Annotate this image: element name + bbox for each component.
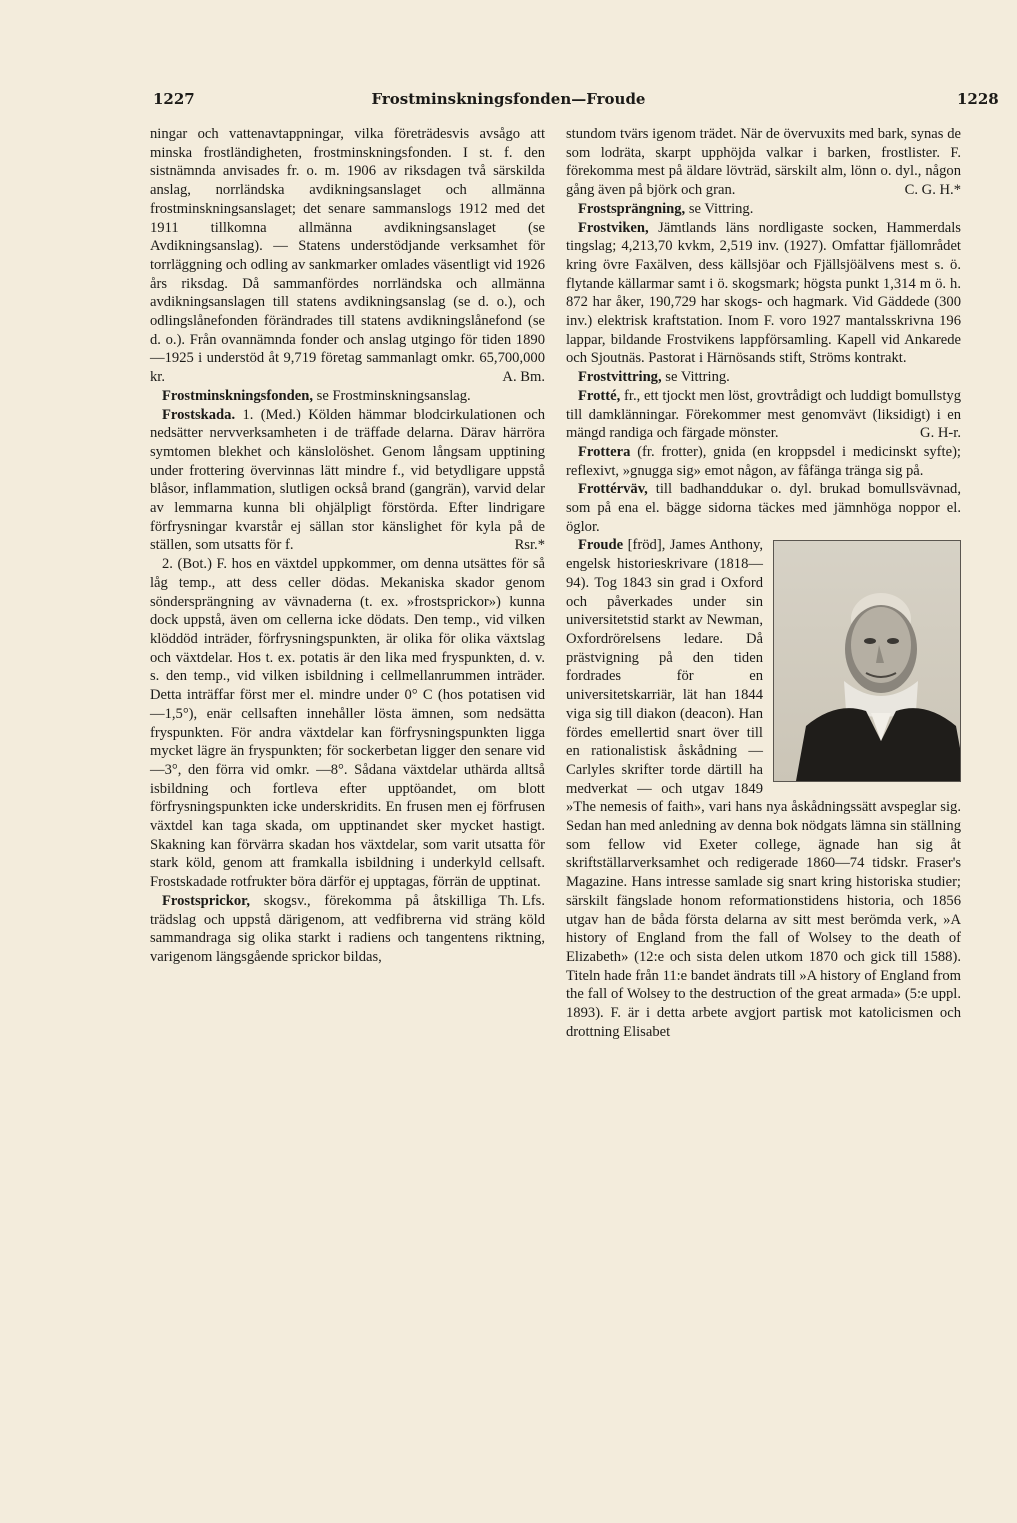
entry-text: ningar och vattenavtappningar, vilka företrädesvis avsågo att minska frostländigheten, frostminskningsfonden. I st. f. den sistnämnda anvisades fr. o. m. 1906 av riksdagen två särskilda anslag, norrländska avdikningsanslaget och allmänna frostminskningsanslaget; det senare sammanslogs 1912 med det 1911 tillkomna allmänna avdikningsanslaget (se Avdikningsanslag). — Statens understödjande verksamhet för torrläggning och odling av sankmarker omlades väsentligt vid 1926 års riksdag. Då sammanfördes norrländska och allmänna avdikningsanslagen till statens avdikningsanslag (se d. o.), och odlingslånefonden förändrades till statens avdikningslånefond (se d. o.). Från ovannämnda fonder och anslag utgingo för tiden 1890—1925 i understöd åt 9,719 företag sammanlagt omkr. 65,700,000 kr. <box>150 126 545 386</box>
entry-text: (fr. frotter), gnida (en kroppsdel i medicinskt syfte); reflexivt, »gnugga sig» emot någon, av fåfänga tränga sig på. <box>566 443 961 479</box>
page-number-right: 1228 <box>957 90 999 108</box>
headword: Frostskada. <box>162 406 236 423</box>
headword: Frostsprängning, <box>578 200 686 217</box>
running-title: Frostminskningsfonden—Froude <box>371 90 646 108</box>
author-signature: G. H-r. <box>920 425 961 442</box>
entry-text: [fröd], James Anthony, engelsk historieskrivare (1818—94). Tog 1843 sin grad i Oxford och påverkades under sin universitetstid starkt av Newman, Oxfordrörelsens ledare. Då prästvigning på den tiden fordrades för en universitetskarriär, lät han 1844 viga sig till diakon (deacon). Han fördes emellertid snart över till en rationalistisk åskådning — Carlyles skrifter torde därtill ha medverkat — och utgav 1849 »The nemesis of faith», vari hans nya åskådningssätt avspeglar sig. Sedan han med anledning av denna bok nödgats lämna sin ställning som fellow vid Exeter college, ägnade han sig åt skriftställarverksamhet och redigerade 1860—74 tidskr. Fraser's Magazine. Hans intresse samlade sig snart kring historiska studier; särskilt fängslade honom reformationstidens historia, och 1856 utgav han de båda första delarna av sitt mest berömda verk, »A history of England from the fall of Wolsey to the death of Elizabeth» (12:e och sista delen utkom 1870 och gick till 1588). Titeln hade från 11:e bandet ändrats till »A history of England from the fall of Wolsey to the destruction of the great armada» (5:e uppl. 1893). F. är i detta arbete avgjort partisk mot katolicismen och drottning Elisabet <box>566 537 961 1040</box>
entry-frostskada <box>150 406 545 556</box>
entry-text: skogsv., förekomma på åtskilliga trädslag och uppstå därigenom, att vedfibrerna vid sträng köld sammandraga sig olika starkt i radiens och tangentens riktning, varigenom längsgående sprickor bildas, <box>150 892 545 965</box>
entry-frostviken <box>566 219 961 369</box>
entry-frostvittring <box>566 368 961 387</box>
entry-frotte <box>566 387 961 443</box>
author-signature: C. G. H.* <box>904 182 961 199</box>
entry-frostskada-bot <box>150 555 545 909</box>
headword: Frottérväv, <box>578 481 648 498</box>
entry-frostminskning-continued <box>150 125 545 387</box>
entry-text: 2. (Bot.) F. hos en växtdel uppkommer, om denna utsättes för så låg temp., att dess celler dödas. Mekaniska skador genom söndersprängning av vävnaderna (t. ex. »frostsprickor») kunna dock uppstå, även om cellerna icke dödats. Den temp., vid vilken klöddöd inträder, förfrysningspunkten, är olika för olika växtslag och växtdelar. Hos t. ex. potatis är den lika med fryspunkten, d. v. s. den temp., vid vilken isbildning i cellmellanrummen inträder. Detta inträffar först mer el. mindre under 0° C (hos potatisen vid —1,5°), enär cellsaften innehåller lösta ämnen, som nedsätta fryspunkten. För andra växtdelar kan förfrysningspunkten ligga mycket lägre än fryspunkten; för sockerbetan ligger den senare vid —3°, den förra vid omkr. —8°. Sådana växtdelar uthärda alltså isbildning och fortleva efter upptöandet, om blott förfrysningspunkten icke underskridits. En frusen men ej förfrusen växtdel kan taga skada, om upptinandet sker mycket hastigt. Skakning kan förvärra skadan hos växtdelar, som varit utsatta för stark köld, genom att framkalla isbildning i underkyld cellsaft. Frostskadade rotfrukter böra därför ej upptagas, förrän de upptinat. <box>150 556 545 891</box>
page-number-left: 1227 <box>153 90 195 108</box>
entry-frostsprangning <box>566 200 961 219</box>
entry-frottera <box>566 443 961 480</box>
entry-text: Jämtlands läns nordligaste socken, Hammerdals tingslag; 4,213,70 kvkm, 2,519 inv. (1927). Omfattar fjällområdet kring övre Faxälven, dess källsjöar och Fjällsjöälvens mest s. ö. flytande källarmar samt i ö. skogsmark; högsta punkt 1,314 m ö. h. 872 har åker, 190,729 har skogs- och hagmark. Vid Gäddede (300 inv.) elektrisk kraftstation. Inom F. voro 1927 mantalsskrivna 196 lappar, bildande Frostvikens lappförsamling. Kapell vid Ankarede och Sjoutnäs. Pastorat i Härnösands stift, Ströms kontrakt. <box>566 219 961 367</box>
entry-frostminskningsfonden <box>150 387 545 406</box>
entry-frotterväv <box>566 480 961 536</box>
headword: Froude <box>578 537 624 554</box>
left-column <box>150 125 545 967</box>
portrait-photo <box>773 540 961 782</box>
author-signature: A. Bm. <box>502 369 545 386</box>
headword: Frostvittring, <box>578 369 662 386</box>
entry-text: till badhanddukar o. dyl. brukad bomullsvävnad, som på ena el. bägge sidorna täckes med jämnhöga noppor el. öglor. <box>566 481 961 535</box>
entry-text: stundom tvärs igenom trädet. När de övervuxits med bark, synas de som lodräta, skarpt upphöjda valkar i barken, frostlister. F. förekomma mest på äldare lövträd, särskilt alm, lönn o. dyl., någon gång även på björk och gran. <box>566 126 961 199</box>
headword: Frostsprickor, <box>162 892 250 909</box>
headword: Frostminskningsfonden, <box>162 387 313 404</box>
entry-froude <box>566 536 961 1041</box>
headword: Frottera <box>578 443 631 460</box>
right-column <box>566 125 961 1041</box>
entry-text: 1. (Med.) Kölden hämmar blodcirkulationen och nedsätter nervverksamheten i de träffade delarna. Därav härröra symtomen blekhet och känslolöshet. Genom långsam upptining under frottering övervinnas lätt mindre f., vid betydligare uppstå blåsor, inflammation, slutligen också brand (gangrän), varvid delar av lemmarna kunna bli ohjälpligt förstörda. Efter lindrigare förfrysningar kvarstår ej sällan stor känslighet för kyla på de ställen, som utsatts för f. <box>150 406 545 554</box>
headword: Frostviken, <box>578 219 649 236</box>
entry-text: se Frostminskningsanslag. <box>316 387 471 404</box>
entry-text: fr., ett tjockt men löst, grovtrådigt och luddigt bomullstyg till damklänningar. Förekommer mest genomvävt (liksidigt) i en mängd randiga och färgade mönster. <box>566 387 961 442</box>
author-signature: Th. Lfs. <box>498 892 545 909</box>
headword: Frotté, <box>578 387 621 404</box>
entry-text: se Vittring. <box>665 369 730 386</box>
entry-text: se Vittring. <box>688 200 754 217</box>
entry-frostsprickor-continued <box>566 125 961 200</box>
author-signature: Rsr.* <box>514 537 545 554</box>
entry-frostsprickor <box>150 892 545 967</box>
